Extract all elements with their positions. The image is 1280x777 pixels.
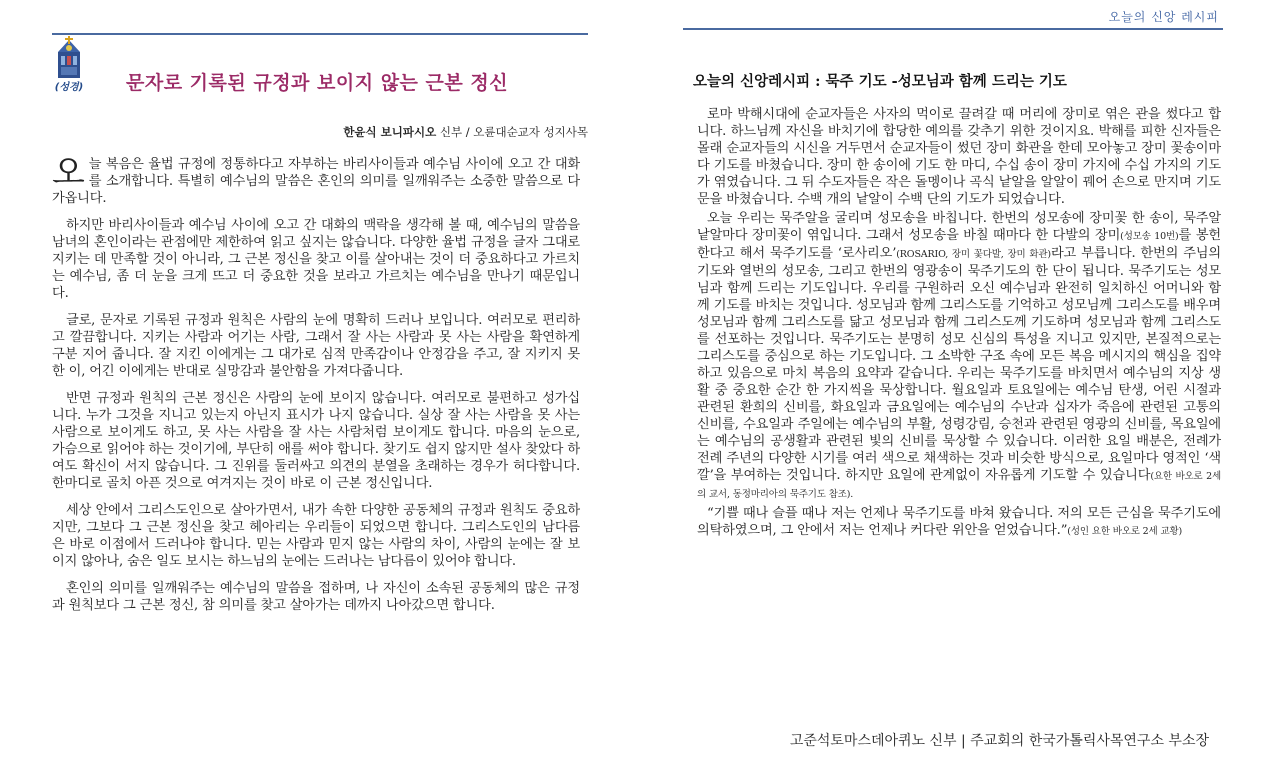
paragraph: 하지만 바리사이들과 예수님 사이에 오고 간 대화의 맥락을 생각해 볼 때, 예수님의 말씀을 남녀의 혼인이라는 관점에만 제한하여 읽고 싶지는 않습니다. 다양한 율법 규정을 글자 그대로 지키는 데 만족할 것이 아니라, 그 근본 정신을 찾고 이를 살아내는 것이 더 중요하다고 가르치는 예수님, 좀 더 눈을 크게 뜨고 더 중요한 것을 보라고 가르치는 예수님을 만나기 때문입니다.	[52, 218, 580, 301]
article-body	[697, 106, 1221, 542]
right-page	[683, 0, 1223, 777]
top-rule	[52, 33, 588, 35]
logo-caption: (성경)	[54, 82, 84, 93]
top-rule	[683, 28, 1223, 30]
paragraph: 로마 박해시대에 순교자들은 사자의 먹이로 끌려갈 때 머리에 장미로 엮은 관을 썼다고 합니다. 하느님께 자신을 바치기에 합당한 예의를 갖추기 위한 것이지요. 박해를 피한 신자들은 몰래 순교자들의 시신을 거두면서 순교자들이 썼던 장미 화관을 한데 모아놓고 장미 꽃송이마다 기도를 바쳤습니다. 장미 한 송이에 기도 한 마디, 수십 송이 장미 가지에 수십 가지의 기도가 엮였습니다. 그 뒤 수도자들은 작은 돌멩이나 곡식 낱알을 알알이 꿰어 손으로 만지며 기도문을 바쳤습니다. 수백 개의 낱알이 수백 단의 기도가 되었습니다.	[697, 107, 1221, 207]
author-signature: 고준석토마스데아퀴노 신부 | 주교회의 한국가톨릭사목연구소 부소장	[789, 733, 1209, 749]
article-title: 오늘의 신앙레시피 : 묵주 기도 -성모님과 함께 드리는 기도	[693, 73, 1067, 90]
section-header: 오늘의 신앙 레시피	[1108, 10, 1219, 24]
article-body	[52, 153, 580, 624]
paragraph: 오늘 복음은 율법 규정에 정통하다고 자부하는 바리사이들과 예수님 사이에 오고 간 대화를 소개합니다. 특별히 예수님의 말씀은 혼인의 의미를 일깨워주는 소중한 말씀으로 다가옵니다.	[52, 153, 580, 206]
paragraph: 혼인의 의미를 일깨워주는 예수님의 말씀을 접하며, 나 자신이 소속된 공동체의 많은 규정과 원칙보다 그 근본 정신, 참 의미를 찾고 살아가는 데까지 나아갔으면 합니다.	[52, 581, 580, 613]
quote-paragraph: “기쁠 때나 슬플 때나 저는 언제나 묵주기도를 바쳐 왔습니다. 저의 모든 근심을 묵주기도에 의탁하였으며, 그 안에서 저는 언제나 커다란 위안을 얻었습니다.”(성인 요한 바오로 2세 교황)	[697, 506, 1221, 538]
left-page	[52, 0, 588, 777]
byline	[343, 124, 588, 140]
author-role: 신부 / 오륜대순교자 성지사목	[436, 125, 588, 139]
page-title: 문자로 기록된 규정과 보이지 않는 근본 정신	[126, 72, 509, 94]
drop-cap: 오	[52, 153, 85, 193]
author-name: 한윤식 보니파시오	[343, 125, 437, 139]
paragraph: 세상 안에서 그리스도인으로 살아가면서, 내가 속한 다양한 공동체의 규정과 원칙도 중요하지만, 그보다 그 근본 정신을 찾고 헤아리는 우리들이 되었으면 합니다. 그리스도인의 남다름은 바로 이점에서 드러나야 합니다. 믿는 사람과 믿지 않는 사람의 차이, 사람의 눈에는 잘 보이지 않아나, 숨은 일도 보시는 하느님의 눈에는 드러나는 남다름이 있어야 합니다.	[52, 503, 580, 569]
paragraph: 글로, 문자로 기록된 규정과 원칙은 사람의 눈에 명확히 드러나 보입니다. 여러모로 편리하고 깔끔합니다. 지키는 사람과 어기는 사람, 그래서 잘 사는 사람과 못 사는 사람을 확연하게 구분 지어 줍니다. 잘 지킨 이에게는 그 대가로 심적 만족감이나 안정감을 주고, 잘 지키지 못한 이, 어긴 이에게는 반대로 실망감과 불안함을 가져다줍니다.	[52, 313, 580, 379]
paragraph: 오늘 우리는 묵주알을 굴리며 성모송을 바칩니다. 한번의 성모송에 장미꽃 한 송이, 묵주알 낱알마다 장미꽃이 엮입니다. 그래서 성모송을 바칠 때마다 한 다발의 장미(성모송 10번)를 봉헌한다고 해서 묵주기도를 ‘로사리오’(ROSARIO, 장미 꽃다발, 장미 화관)라고 부릅니다. 한번의 주님의 기도와 열번의 성모송, 그리고 한번의 영광송이 묵주기도의 한 단이 됩니다. 묵주기도는 성모님과 함께 드리는 기도입니다. 우리를 구원하러 오신 예수님과 완전히 일치하신 어머니와 함께 기도를 바치는 것입니다. 성모님과 함께 그리스도를 기억하고 성모님께 그리스도를 배우며 성모님과 함께 그리스도를 닮고 성모님과 함께 그리스도께 기도하며 성모님과 함께 그리스도를 선포하는 것입니다. 묵주기도는 분명히 성모 신심의 특성을 지니고 있지만, 본질적으로는 그리스도를 중심으로 하는 기도입니다. 그 소박한 구조 속에 모든 복음 메시지의 핵심을 집약하고 있음으로 마치 복음의 요약과 같습니다. 우리는 묵주기도를 바치면서 예수님의 지상 생활 중 중요한 순간 한 가지씩을 묵상합니다. 월요일과 토요일에는 예수님 탄생, 어린 시절과 관련된 환희의 신비를, 화요일과 금요일에는 예수님의 수난과 십자가 죽음에 관련된 고통의 신비를, 수요일과 주일에는 예수님의 부활, 성령강림, 승천과 관련된 영광의 신비를, 목요일에는 예수님의 공생활과 관련된 빛의 신비를 묵상할 수 있습니다. 이러한 요일 배분은, 전례가 전례 주년의 다양한 시기를 여러 색으로 채색하는 것과 비슷한 방식으로, 요일마다 영적인 ‘색깔’을 부여하는 것입니다. 하지만 요일에 관계없이 자유롭게 기도할 수 있습니다(요한 바오로 2세의 교서, 동정마리아의 묵주기도 참조).	[697, 211, 1221, 500]
paragraph: 반면 규정과 원칙의 근본 정신은 사람의 눈에 보이지 않습니다. 여러모로 불편하고 성가십니다. 누가 그것을 지니고 있는지 아닌지 표시가 나지 않습니다. 실상 잘 사는 사람을 못 사는 사람으로 보이게도 하고, 못 사는 사람을 잘 사는 사람처럼 보이게도 합니다. 마음의 눈으로, 가슴으로 읽어야 하는 것이기에, 부단히 애를 써야 합니다. 찾기도 쉽지 않지만 설사 찾았다 하여도 확신이 서지 않습니다. 그 진위를 둘러싸고 의견의 분열을 초래하는 경우가 허다합니다. 한마디로 골치 아픈 것으로 여겨지는 것이 바로 이 근본 정신입니다.	[52, 391, 580, 491]
